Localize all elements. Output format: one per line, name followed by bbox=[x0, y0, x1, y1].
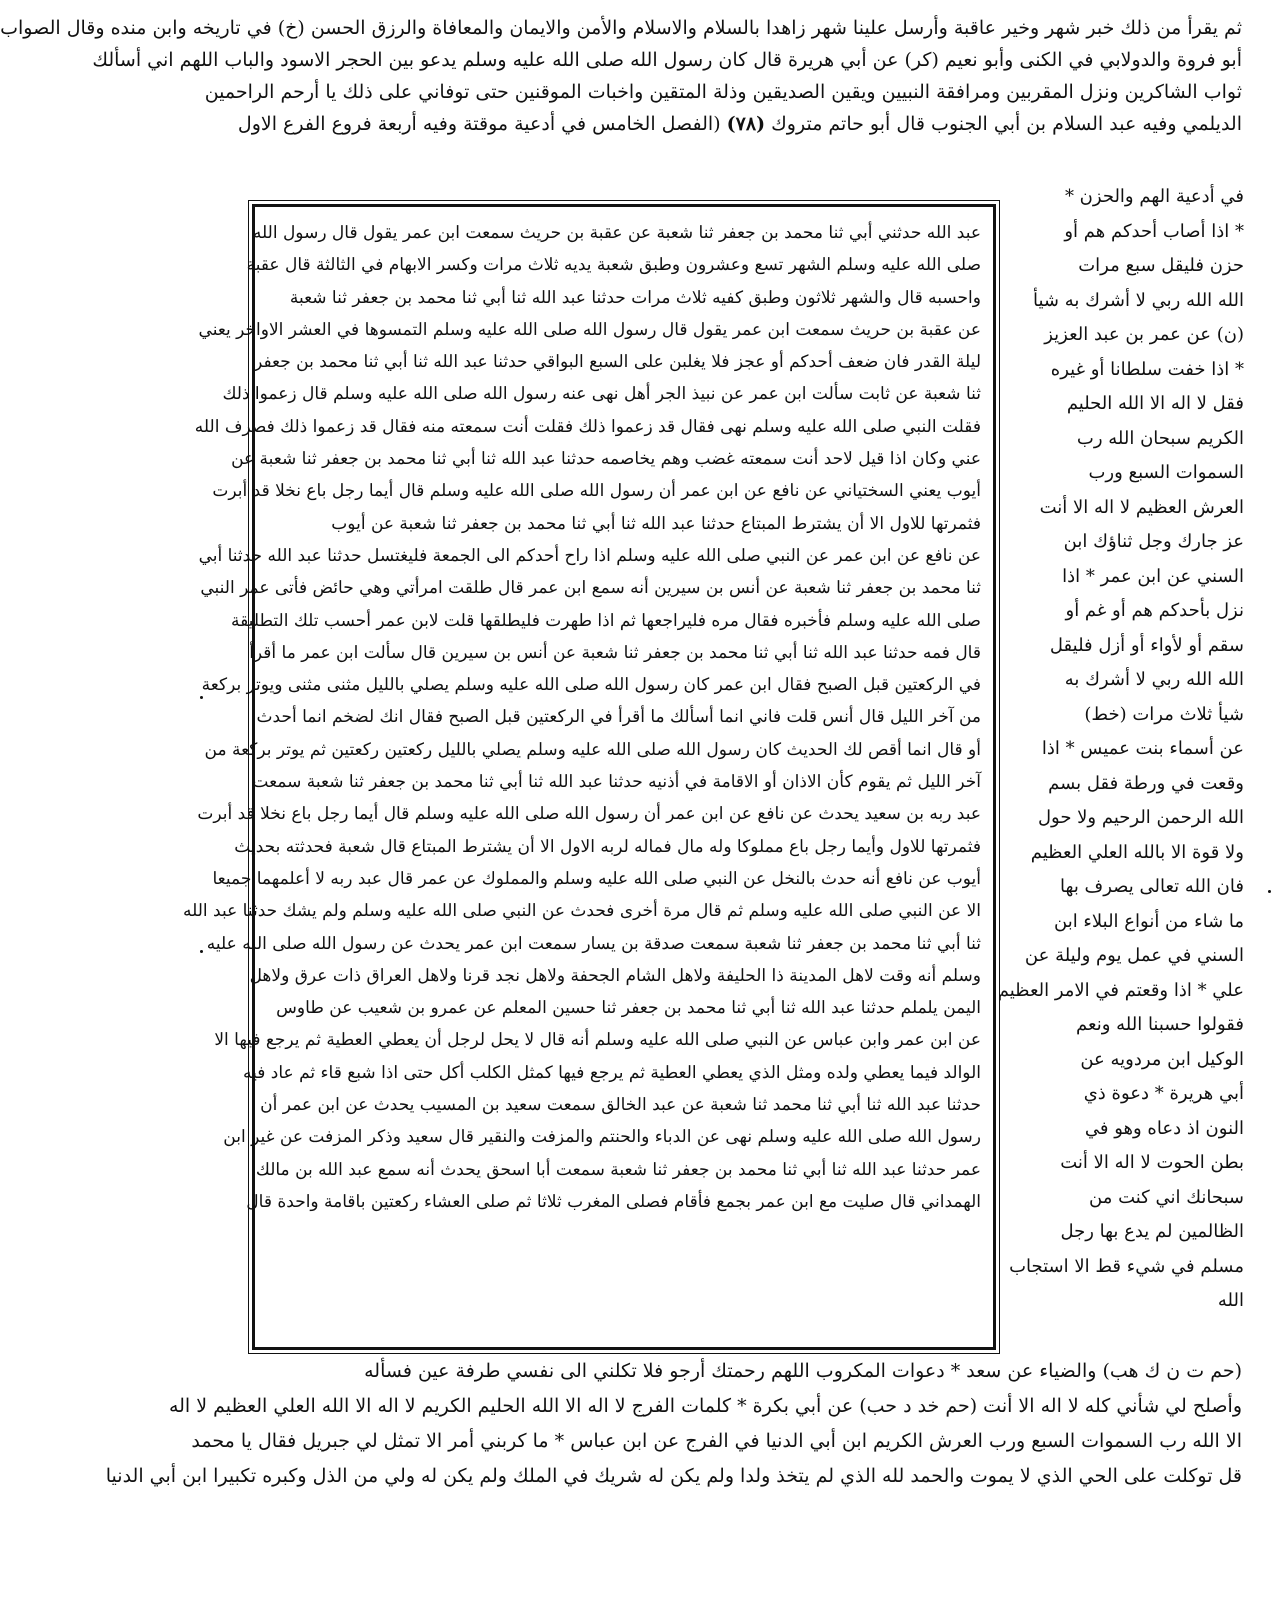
main-line: رسول الله صلى الله عليه وسلم نهى عن الدباء والحنتم والمزفت والنقير قال سعيد وذكر المزفت عن غير ابن bbox=[223, 1127, 981, 1148]
side-line: السني في عمل يوم وليلة عن bbox=[1024, 945, 1244, 966]
main-line: ليلة القدر فان ضعف أحدكم أو عجز فلا يغلبن على السبع البواقي حدثنا عبد الله ثنا أبي ثنا محمد بن جعفر bbox=[254, 352, 981, 373]
side-column bbox=[997, 180, 1244, 1360]
main-line: ثنا شعبة عن ثابت سألت ابن عمر عن نبيذ الجر أهل نهى عنه رسول الله صلى الله عليه وسلم قال زعموا ذلك bbox=[222, 384, 981, 405]
scan-speck bbox=[200, 950, 203, 953]
top-line: ثم يقرأ من ذلك خبر شهر وخير عاقبة وأرسل علينا شهر زاهدا بالسلام والاسلام والأمن والايمان والمعافاة والرزق الحسن (خ) في تاريخه وابن منده وقال الصواب bbox=[0, 17, 1242, 39]
side-line: الله الرحمن الرحيم ولا حول bbox=[1037, 807, 1244, 828]
side-line: فقل لا اله الا الله الحليم bbox=[1066, 393, 1244, 414]
side-line: فقولوا حسبنا الله ونعم bbox=[1076, 1014, 1244, 1035]
side-line: السموات السبع ورب bbox=[1088, 462, 1244, 483]
side-line: عن أسماء بنت عميس * اذا bbox=[1041, 738, 1244, 759]
side-line: (ن) عن عمر بن عبد العزيز bbox=[1044, 324, 1244, 345]
main-line: آخر الليل ثم يقوم كأن الاذان أو الاقامة في أذنيه حدثنا عبد الله ثنا أبي ثنا محمد بن جعفر ثنا شعبة سمعت bbox=[252, 772, 981, 793]
bottom-line: (حم ت ن ك هب) والضياء عن سعد * دعوات المكروب اللهم رحمتك أرجو فلا تكلني الى نفسي طرفة عين فسأله bbox=[364, 1360, 1242, 1382]
side-line: حزن فليقل سبع مرات bbox=[1078, 255, 1244, 276]
chapter-heading: (الفصل الخامس في أدعية موقتة وفيه أربعة فروع الفرع الاول bbox=[237, 113, 721, 135]
main-line: فثمرتها للاول الا أن يشترط المبتاع حدثنا عبد الله ثنا أبي ثنا محمد بن جعفر ثنا شعبة عن أيوب bbox=[331, 513, 981, 534]
main-line: فقلت النبي صلى الله عليه وسلم نهى فقال قد زعموا ذلك فقلت أنت سمعته منه فقال قد زعموا ذلك فصرف الله bbox=[194, 416, 981, 437]
side-line: بطن الحوت لا اله الا أنت bbox=[1060, 1152, 1244, 1173]
side-line: سقم أو لأواء أو أزل فليقل bbox=[1049, 634, 1244, 656]
main-line: من آخر الليل قال أنس قلت فاني انما أسألك ما أقرأ في الركعتين قبل الصبح فقال انك لضخم انما أحدث bbox=[256, 707, 981, 728]
bottom-line: وأصلح لي شأني كله لا اله الا أنت (حم خد د حب) عن أبي بكرة * كلمات الفرج لا اله الا الله الحليم الكريم لا اله الا الله العلي العظيم لا اله bbox=[168, 1395, 1242, 1417]
bottom-line: قل توكلت على الحي الذي لا يموت والحمد لله الذي لم يتخذ ولدا ولم يكن له شريك في الملك ولم يكن له ولي من الذل وكبره تكبيرا ابن أبي الدنيا bbox=[105, 1465, 1242, 1487]
top-text-block bbox=[0, 12, 1242, 140]
top-line: أبو فروة والدولابي في الكنى وأبو نعيم (كر) عن أبي هريرة قال كان رسول الله صلى الله عليه وسلم يدعو بين الحجر الاسود والباب اللهم اني أسألك bbox=[92, 49, 1242, 71]
main-line: الا عن النبي صلى الله عليه وسلم ثم قال مرة أخرى فحدث عن النبي صلى الله عليه وسلم ولم يشك حدثنا عبد الله bbox=[183, 901, 981, 922]
main-line: عمر حدثنا عبد الله ثنا أبي ثنا محمد بن جعفر ثنا شعبة سمعت أبا اسحق يحدث أنه سمع عبد الله بن مالك bbox=[255, 1159, 981, 1180]
side-line: * اذا أصاب أحدكم هم أو bbox=[1064, 220, 1244, 242]
main-line: قال فمه حدثنا عبد الله ثنا أبي ثنا محمد بن جعفر ثنا شعبة عن أنس بن سيرين قال سألت ابن عمر ما أقرأ bbox=[249, 642, 981, 663]
main-line: ثنا أبي ثنا محمد بن جعفر ثنا شعبة سمعت صدقة بن يسار سمعت ابن عمر يحدث عن رسول الله صلى الله عليه bbox=[206, 933, 981, 954]
header-right-text: الديلمي وفيه عبد السلام بن أبي الجنوب قال أبو حاتم متروك bbox=[771, 113, 1242, 135]
side-line: ولا قوة الا بالله العلي العظيم bbox=[1030, 841, 1244, 863]
side-line: في أدعية الهم والحزن * bbox=[1064, 186, 1244, 207]
main-line: عن نافع عن ابن عمر عن النبي صلى الله عليه وسلم اذا راح أحدكم الى الجمعة فليغتسل حدثنا عبد الله حدثنا أبي bbox=[198, 545, 981, 566]
main-line: أيوب عن نافع أنه حدث بالنخل عن النبي صلى الله عليه وسلم والمملوك عن عمر قال عبد ربه لا أعلمهما جميعا bbox=[212, 868, 981, 889]
side-line: سبحانك اني كنت من bbox=[1089, 1186, 1244, 1208]
side-line: أبي هريرة * دعوة ذي bbox=[1083, 1083, 1244, 1104]
main-line: عبد الله حدثني أبي ثنا محمد بن جعفر ثنا شعبة عن عقبة بن حريث سمعت ابن عمر يقول قال رسول الله bbox=[252, 223, 981, 243]
main-text-frame bbox=[183, 204, 996, 1350]
side-line: وقعت في ورطة فقل بسم bbox=[1048, 772, 1244, 794]
side-line: الظالمين لم يدع بها رجل bbox=[1060, 1221, 1244, 1242]
side-line: النون اذ دعاه وهو في bbox=[1084, 1117, 1244, 1139]
main-line: الوالد فيما يعطي ولده ومثل الذي يعطي العطية ثم يرجع فيها كمثل الكلب أكل حتى اذا شبع قاء ثم عاد فيه bbox=[243, 1062, 981, 1083]
scan-speck bbox=[200, 696, 203, 699]
main-text bbox=[183, 217, 981, 1218]
side-line: الله الله ربي لا أشرك به bbox=[1064, 669, 1244, 690]
main-line: في الركعتين قبل الصبح فقال ابن عمر كان رسول الله صلى الله عليه وسلم يصلي بالليل مثنى مثنى ويوتر بركعة bbox=[201, 675, 981, 696]
page-header bbox=[232, 108, 1242, 140]
page-number: (٧٨) bbox=[726, 113, 766, 135]
main-line: أيوب يعني السختياني عن نافع عن ابن عمر أن رسول الله صلى الله عليه وسلم قال أيما رجل باع نخلا قد أبرت bbox=[212, 481, 981, 502]
side-line: * اذا خفت سلطانا أو غيره bbox=[1050, 358, 1244, 380]
side-line: الوكيل ابن مردويه عن bbox=[1080, 1048, 1244, 1070]
main-line: اليمن يلملم حدثنا عبد الله ثنا أبي ثنا محمد بن جعفر ثنا حسين المعلم عن عمرو بن شعيب عن طاوس bbox=[276, 998, 981, 1019]
main-line: الهمداني قال صليت مع ابن عمر بجمع فأقام فصلى المغرب ثلاثا ثم صلى العشاء ركعتين باقامة واحدة قال bbox=[246, 1191, 981, 1212]
main-line: عن عقبة بن حريث سمعت ابن عمر يقول قال رسول الله صلى الله عليه وسلم التمسوها في العشر الاواخر يعني bbox=[198, 319, 981, 340]
main-line: فثمرتها للاول وأيما رجل باع مملوكا وله مال فماله لربه الاول الا أن يشترط المبتاع قال شعبة فحدثته بحديث bbox=[234, 836, 981, 857]
side-line: شيأ ثلاث مرات (خط) bbox=[1084, 703, 1244, 725]
side-line: ما شاء من أنواع البلاء ابن bbox=[1054, 910, 1244, 932]
main-line: صلى الله عليه وسلم الشهر تسع وعشرون وطبق شعبة يديه ثلاث مرات وكسر الابهام في الثالثة قال عقبة bbox=[246, 255, 981, 276]
main-line: ثنا محمد بن جعفر ثنا شعبة عن أنس بن سيرين أنه سمع ابن عمر قال طلقت امرأتي وهي حائض فأتى عمر النبي bbox=[200, 578, 981, 599]
side-line: فان الله تعالى يصرف بها bbox=[1060, 876, 1244, 897]
bottom-line: الا الله رب السموات السبع ورب العرش الكريم ابن أبي الدنيا في الفرج عن ابن عباس * ما كربني أمر الا تمثل لي جبريل فقال يا محمد bbox=[191, 1430, 1242, 1452]
main-line: عن ابن عمر وابن عباس عن النبي صلى الله عليه وسلم أنه قال لا يحل لرجل أن يعطي العطية ثم يرجع فيها الا bbox=[214, 1030, 981, 1051]
main-line: عني وكان اذا قيل لاحد أنت سمعته غضب وهم يخاصمه حدثنا عبد الله ثنا أبي ثنا محمد بن جعفر ثنا شعبة عن bbox=[231, 449, 981, 470]
main-line: واحسبه قال والشهر ثلاثون وطبق كفيه ثلاث مرات حدثنا عبد الله ثنا أبي ثنا محمد بن جعفر ثنا شعبة bbox=[289, 287, 981, 308]
side-line: الله bbox=[1217, 1290, 1244, 1311]
side-line: نزل بأحدكم هم أو غم أو bbox=[1065, 600, 1244, 621]
side-line: العرش العظيم لا اله الا أنت bbox=[1039, 496, 1244, 518]
scan-speck bbox=[1268, 890, 1271, 893]
bottom-text-block bbox=[105, 1354, 1242, 1494]
side-line: علي * اذا وقعتم في الامر العظيم bbox=[997, 979, 1244, 1001]
main-line: عبد ربه بن سعيد يحدث عن نافع عن ابن عمر أن رسول الله صلى الله عليه وسلم قال أيما رجل باع نخلا قد أبرت bbox=[197, 804, 981, 825]
side-line: الله الله ربي لا أشرك به شيأ bbox=[1033, 289, 1244, 311]
main-line: حدثنا عبد الله ثنا أبي ثنا محمد ثنا شعبة عن عبد الخالق سمعت سعيد بن المسيب يحدث عن ابن عمر أن bbox=[260, 1095, 981, 1116]
side-line: السني عن ابن عمر * اذا bbox=[1062, 565, 1244, 587]
side-line: الكريم سبحان الله رب bbox=[1076, 427, 1244, 449]
main-line: صلى الله عليه وسلم فأخبره فقال مره فليراجعها ثم اذا طهرت فليطلقها قلت لابن عمر أحسب تلك التطليقة bbox=[230, 610, 981, 631]
side-line: عز جارك وجل ثناؤك ابن bbox=[1063, 531, 1244, 552]
main-line: أو قال انما أقص لك الحديث كان رسول الله صلى الله عليه وسلم يصلي بالليل ركعتين ركعتين ثم يوتر بركعة من bbox=[204, 739, 981, 760]
main-line: وسلم أنه وقت لاهل المدينة ذا الحليفة ولاهل الشام الجحفة ولاهل نجد قرنا ولاهل العراق ذات عرق ولاهل bbox=[249, 965, 981, 986]
side-line: مسلم في شيء قط الا استجاب bbox=[1009, 1255, 1244, 1277]
top-line: ثواب الشاكرين ونزل المقربين ومرافقة النبيين ويقين الصديقين وذلة المتقين واخبات الموقنين حتى توفاني على ذلك يا أرحم الراحمين bbox=[204, 81, 1242, 103]
